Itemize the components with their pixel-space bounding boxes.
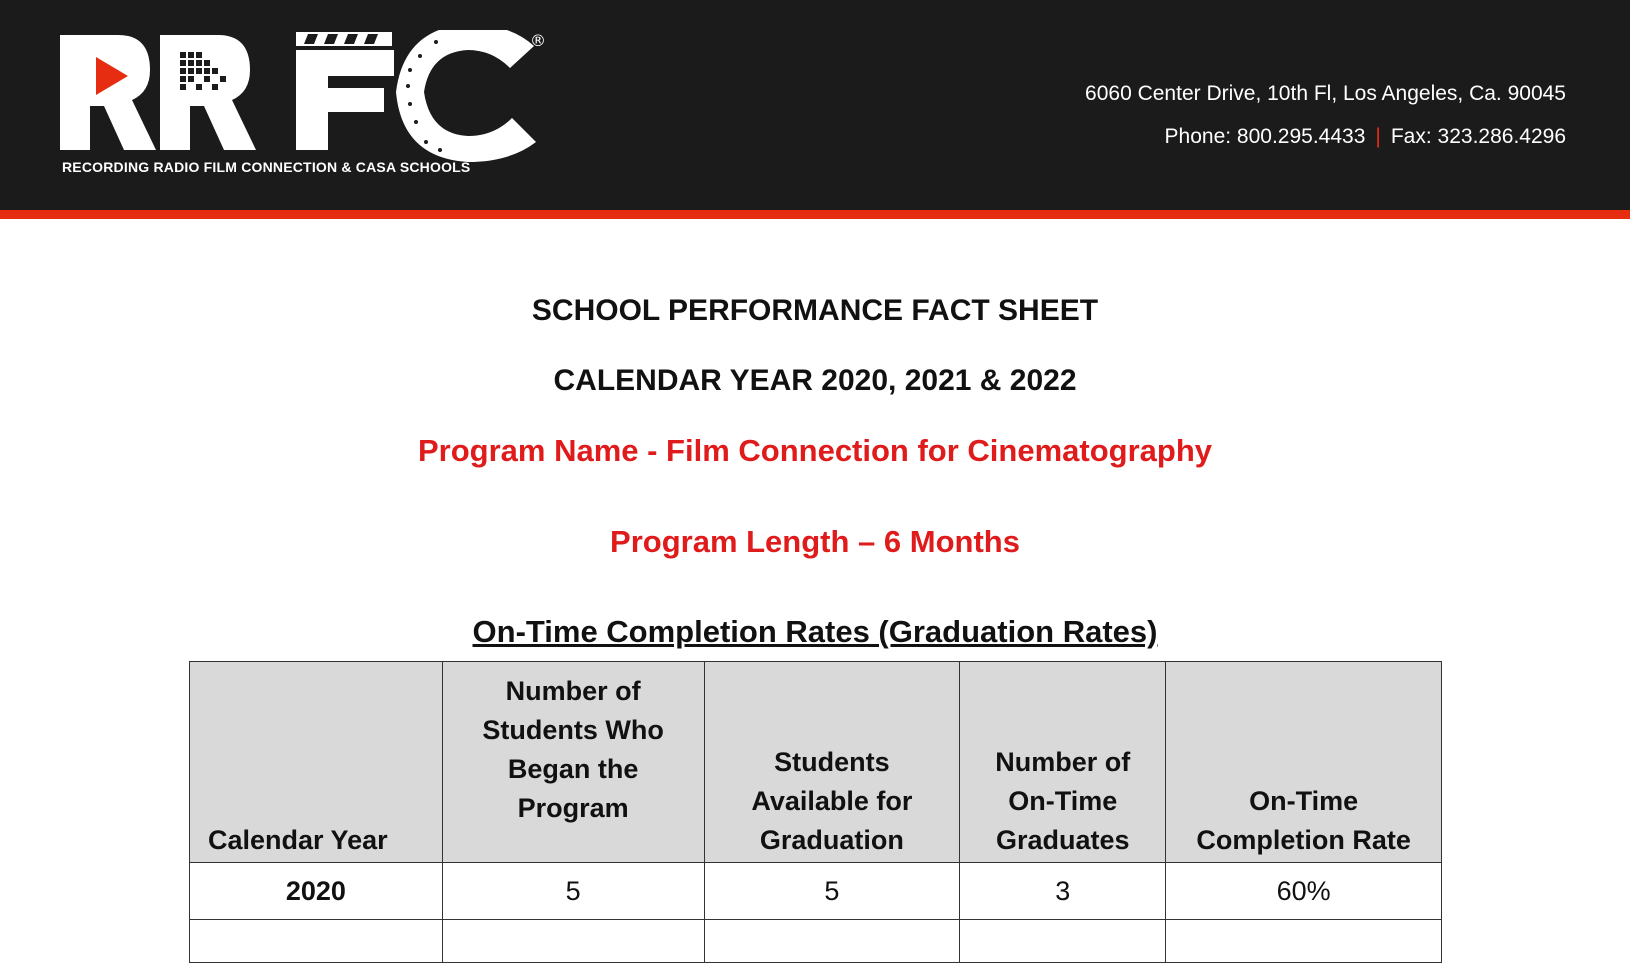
header-students-began: Number of Students Who Began the Program bbox=[442, 662, 704, 863]
rrfc-logo bbox=[58, 30, 558, 180]
header-completion-rate: On-Time Completion Rate bbox=[1166, 662, 1442, 863]
table-header-row bbox=[190, 662, 1442, 863]
phone: Phone: 800.295.4433 bbox=[1164, 125, 1366, 148]
phone-fax-line bbox=[1085, 115, 1566, 158]
header-accent-stripe bbox=[0, 210, 1630, 219]
program-length: Program Length – 6 Months bbox=[610, 524, 1020, 559]
program-name: Program Name - Film Connection for Cinematography bbox=[417, 433, 1213, 468]
cell-available: 5 bbox=[704, 863, 960, 920]
fax: Fax: 323.286.4296 bbox=[1390, 125, 1566, 148]
table-row-cutoff bbox=[190, 920, 1442, 963]
logo-tagline: RECORDING RADIO FILM CONNECTION & CASA SCHOOLS bbox=[62, 159, 471, 175]
header-students-available: Students Available for Graduation bbox=[704, 662, 960, 863]
header-on-time-graduates: Number of On-Time Graduates bbox=[960, 662, 1166, 863]
table-row bbox=[190, 863, 1442, 920]
header-calendar-year: Calendar Year bbox=[190, 662, 443, 863]
completion-rates-table bbox=[189, 661, 1442, 963]
contact-block bbox=[1085, 72, 1566, 158]
cell-rate: 60% bbox=[1166, 863, 1442, 920]
document-title: SCHOOL PERFORMANCE FACT SHEET bbox=[531, 294, 1099, 327]
cell-graduates: 3 bbox=[960, 863, 1166, 920]
cell-year: 2020 bbox=[190, 863, 443, 920]
letterhead bbox=[0, 0, 1630, 210]
document-subtitle: CALENDAR YEAR 2020, 2021 & 2022 bbox=[553, 364, 1077, 397]
registered-mark: ® bbox=[530, 31, 546, 50]
contact-separator: | bbox=[1375, 125, 1381, 148]
address: 6060 Center Drive, 10th Fl, Los Angeles, Ca. 90045 bbox=[1085, 82, 1566, 105]
cell-began: 5 bbox=[442, 863, 704, 920]
section-heading: On-Time Completion Rates (Graduation Rates) bbox=[472, 614, 1158, 649]
